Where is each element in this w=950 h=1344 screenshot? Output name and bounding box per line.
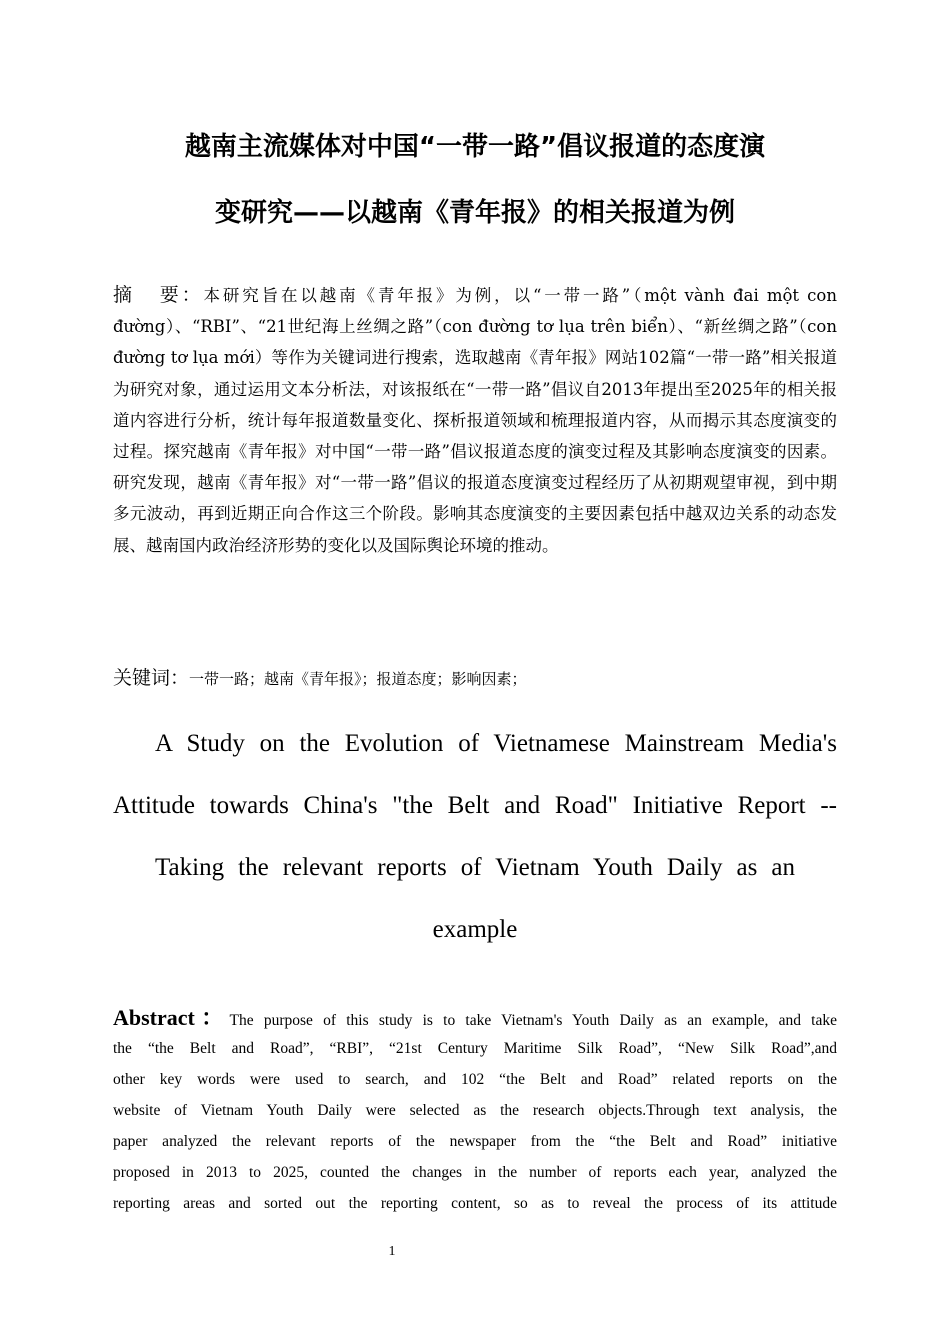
english-abstract-line-6: proposed in 2013 to 2025, counted the changes in the number of reports each year, analyzed the [113, 1164, 837, 1181]
english-abstract-line-1 [113, 1002, 837, 1033]
chinese-abstract-text: 本研究旨在以越南《青年报》为例，以“一带一路”（một vành đai một con đường）、“RBI”、“21世纪海上丝绸之路”（con đường tơ lụa trên biển）、“新丝绸之路”（con đường tơ lụa mới）等作为关键词进行搜索，选取越南《青年报》网站102篇“一带一路”相关报道为研究对象，通过运用文本分析法，对该报纸在“一带一路”倡议自2013年提出至2025年的相关报道内容进行分析，统计每年报道数量变化、探析报道领域和梳理报道内容，从而揭示其态度演变的过程。探究越南《青年报》对中国“一带一路”倡议报道态度的演变过程及其影响态度演变的因素。研究发现，越南《青年报》对“一带一路”倡议的报道态度演变过程经历了从初期观望审视，到中期多元波动，再到近期正向合作这三个阶段。影响其态度演变的主要因素包括中越双边关系的动态发展、越南国内政治经济形势的变化以及国际舆论环境的推动。 [113, 286, 837, 555]
english-title-line-1: A Study on the Evolution of Vietnamese Mainstream Media's [155, 730, 837, 757]
english-abstract-line-3: other key words were used to search, and 102 “the Belt and Road” related reports on the [113, 1071, 837, 1088]
english-title-line-2: Attitude towards China's "the Belt and Road" Initiative Report -- [113, 792, 837, 819]
english-title [113, 713, 837, 961]
english-title-line-4: example [432, 916, 518, 943]
english-abstract-text-1: The purpose of this study is to take Vietnam's Youth Daily as an example, and take [229, 1012, 837, 1029]
chinese-keywords-text: 一带一路；越南《青年报》；报道态度；影响因素； [189, 670, 527, 688]
chinese-abstract-label-char-1: 摘 [113, 284, 135, 306]
english-abstract-line-5: paper analyzed the relevant reports of the newspaper from the “the Belt and Road” initiative [113, 1133, 837, 1150]
chinese-abstract [113, 280, 837, 561]
english-abstract-line-4: website of Vietnam Youth Daily were selected as the research objects.Through text analysis, the [113, 1102, 837, 1119]
page-number: 1 [388, 1244, 396, 1259]
chinese-keywords [113, 662, 837, 695]
english-abstract-line-2: the “the Belt and Road”, “RBI”, “21st Century Maritime Silk Road”, “New Silk Road”,and [113, 1040, 837, 1057]
chinese-title [113, 114, 837, 246]
chinese-title-line-1: 越南主流媒体对中国“一带一路”倡议报道的态度演 [184, 132, 766, 162]
english-title-line-3: Taking the relevant reports of Vietnam Youth Daily as an [155, 854, 795, 881]
chinese-title-line-2: 变研究——以越南《青年报》的相关报道为例 [214, 198, 735, 228]
english-abstract-line-7: reporting areas and sorted out the reporting content, so as to reveal the process of its attitude [113, 1195, 837, 1212]
chinese-keywords-label: 关键词： [113, 667, 190, 689]
english-abstract [113, 1002, 837, 1219]
chinese-abstract-label-colon: ： [181, 284, 204, 306]
english-abstract-label: Abstract： [113, 1005, 230, 1030]
chinese-abstract-label [113, 284, 204, 306]
chinese-abstract-label-char-2: 要 [156, 284, 182, 306]
